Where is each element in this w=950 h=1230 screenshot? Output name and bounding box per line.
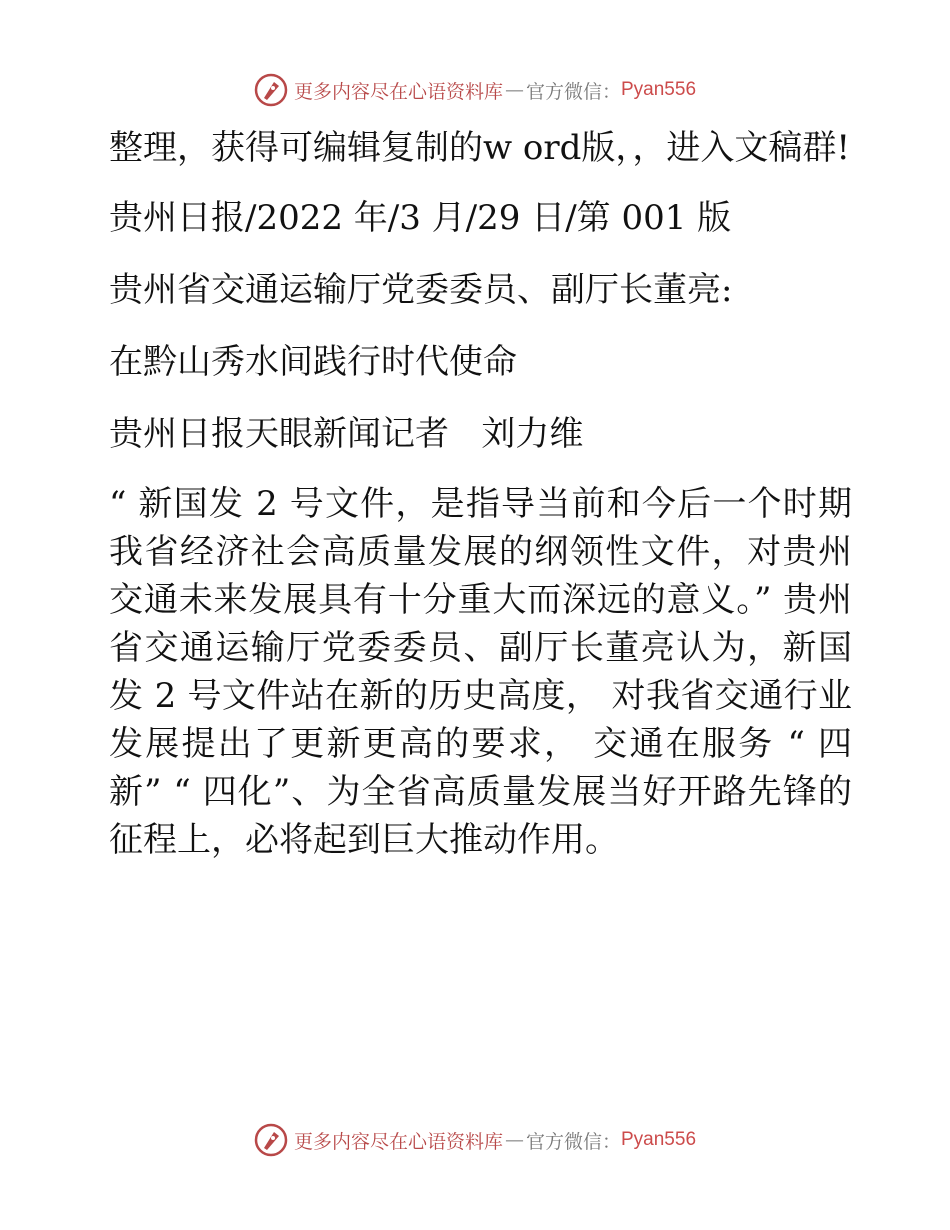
pen-nib-logo-icon — [254, 1123, 288, 1157]
watermark-label: 官方微信： — [525, 80, 621, 103]
watermark-header — [0, 70, 950, 110]
heading-line: 贵州省交通运输厅党委委员、副厅长董亮: — [109, 270, 733, 310]
byline: 贵州日报天眼新闻记者 刘力维 — [109, 414, 584, 454]
watermark-text: 更多内容尽在心语资料库 — [293, 80, 503, 103]
watermark-text: 更多内容尽在心语资料库 — [293, 1130, 503, 1153]
watermark-separator: — — [504, 1129, 524, 1151]
body-paragraph: “ 新国发 2 号文件，是指导当前和今后一个时期我省经济社会高质量发展的纲领性文件，对贵州交通未来发展具有十分重大而深远的意义。” 贵州省交通运输厅党委委员、副厅长董亮认为，新国发 2 号文件站在新的历史高度， 对我省交通行业发展提出了更新更高的要求， 交通在服务 “ 四新” “ 四化”、为全省高质量发展当好开路先锋的征程上，必将起到巨大推动作用。 — [109, 484, 852, 860]
article-title: 在黔山秀水间践行时代使命 — [109, 342, 517, 382]
document-body — [97, 120, 852, 864]
intro-text: 整理，获得可编辑复制的w ord版，，进入文稿群! — [109, 128, 851, 168]
watermark-footer — [0, 1120, 950, 1160]
pen-nib-logo-icon — [254, 73, 288, 107]
source-line: 贵州日报/2022 年/3 月/29 日/第 001 版 — [109, 198, 732, 238]
watermark-separator: — — [504, 79, 524, 101]
watermark-id: Pyan556 — [621, 79, 697, 100]
watermark-id: Pyan556 — [621, 1129, 697, 1150]
watermark-label: 官方微信： — [525, 1130, 621, 1153]
